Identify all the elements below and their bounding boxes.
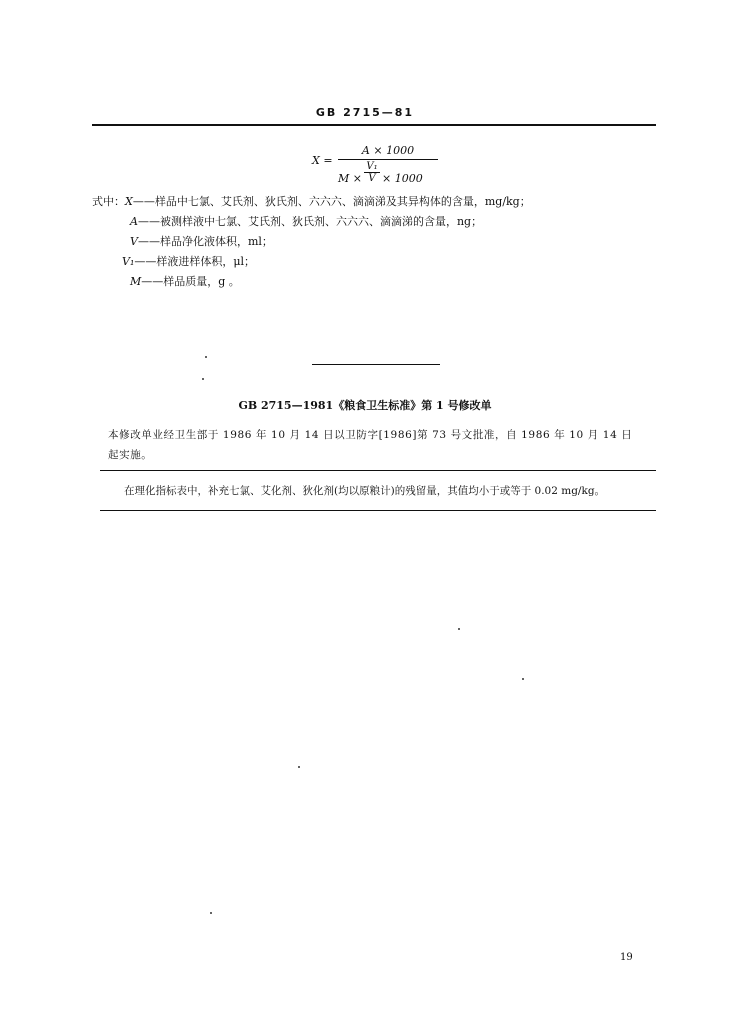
- section-divider: [312, 364, 440, 365]
- legend-dash: ——: [137, 235, 160, 248]
- header-rule: [92, 124, 656, 126]
- sub-fraction-denominator: V: [364, 172, 380, 184]
- legend-text: 样品质量，g 。: [163, 275, 240, 288]
- legend-symbol: M: [130, 275, 142, 288]
- legend-symbol: X: [125, 195, 133, 208]
- formula-denominator: [338, 160, 438, 186]
- legend-item: [130, 272, 240, 292]
- scan-speck: [522, 678, 524, 680]
- legend-symbol: V: [130, 235, 138, 248]
- amendment-approval: [108, 425, 656, 465]
- legend-item: [92, 192, 531, 212]
- legend-item: [130, 232, 273, 252]
- formula-fraction: [338, 144, 438, 186]
- approval-line: 起实施。: [108, 449, 153, 461]
- formula-lhs: X =: [312, 154, 333, 167]
- content-bottom-rule: [100, 510, 656, 511]
- legend-text: 样液进样体积，μl；: [156, 255, 256, 268]
- legend-intro: 式中：: [92, 195, 125, 208]
- scan-speck: [210, 912, 212, 914]
- legend-symbol: A: [130, 215, 138, 228]
- legend-dash: ——: [137, 215, 160, 228]
- sub-fraction-numerator: V₁: [366, 161, 378, 172]
- legend-dash: ——: [132, 195, 155, 208]
- amendment-content: 在理化指标表中，补充七氯、艾化剂、狄化剂(均以原粮计)的残留量，其值均小于或等于 0.02 mg/kg。: [124, 485, 606, 497]
- legend-dash: ——: [134, 255, 157, 268]
- denominator-tail: × 1000: [382, 172, 423, 185]
- legend-text: 样品中七氯、艾氏剂、狄氏剂、六六六、滴滴涕及其异构体的含量，mg/kg；: [154, 195, 531, 208]
- legend-text: 样品净化液体积，ml；: [159, 235, 273, 248]
- legend-item: [130, 212, 482, 232]
- content-top-rule: [100, 470, 656, 471]
- scan-speck: [202, 378, 204, 380]
- scan-speck: [205, 356, 207, 358]
- formula-numerator: A × 1000: [361, 144, 415, 157]
- legend-dash: ——: [141, 275, 164, 288]
- scan-speck: [298, 766, 300, 768]
- standard-code-header: GB 2715—81: [315, 106, 415, 119]
- legend-item: [122, 252, 255, 272]
- denominator-m: M ×: [338, 172, 362, 185]
- sub-fraction: [364, 161, 380, 184]
- page-number: 19: [620, 952, 633, 963]
- legend-symbol: V₁: [122, 255, 135, 268]
- scan-speck: [458, 628, 460, 630]
- approval-line: 本修改单业经卫生部于 1986 年 10 月 14 日以卫防字[1986]第 73 号文批准，自 1986 年 10 月 14 日: [108, 429, 633, 441]
- legend-text: 被测样液中七氯、艾氏剂、狄氏剂、六六六、滴滴涕的含量，ng；: [159, 215, 483, 228]
- amendment-title: GB 2715—1981《粮食卫生标准》第 1 号修改单: [238, 399, 492, 412]
